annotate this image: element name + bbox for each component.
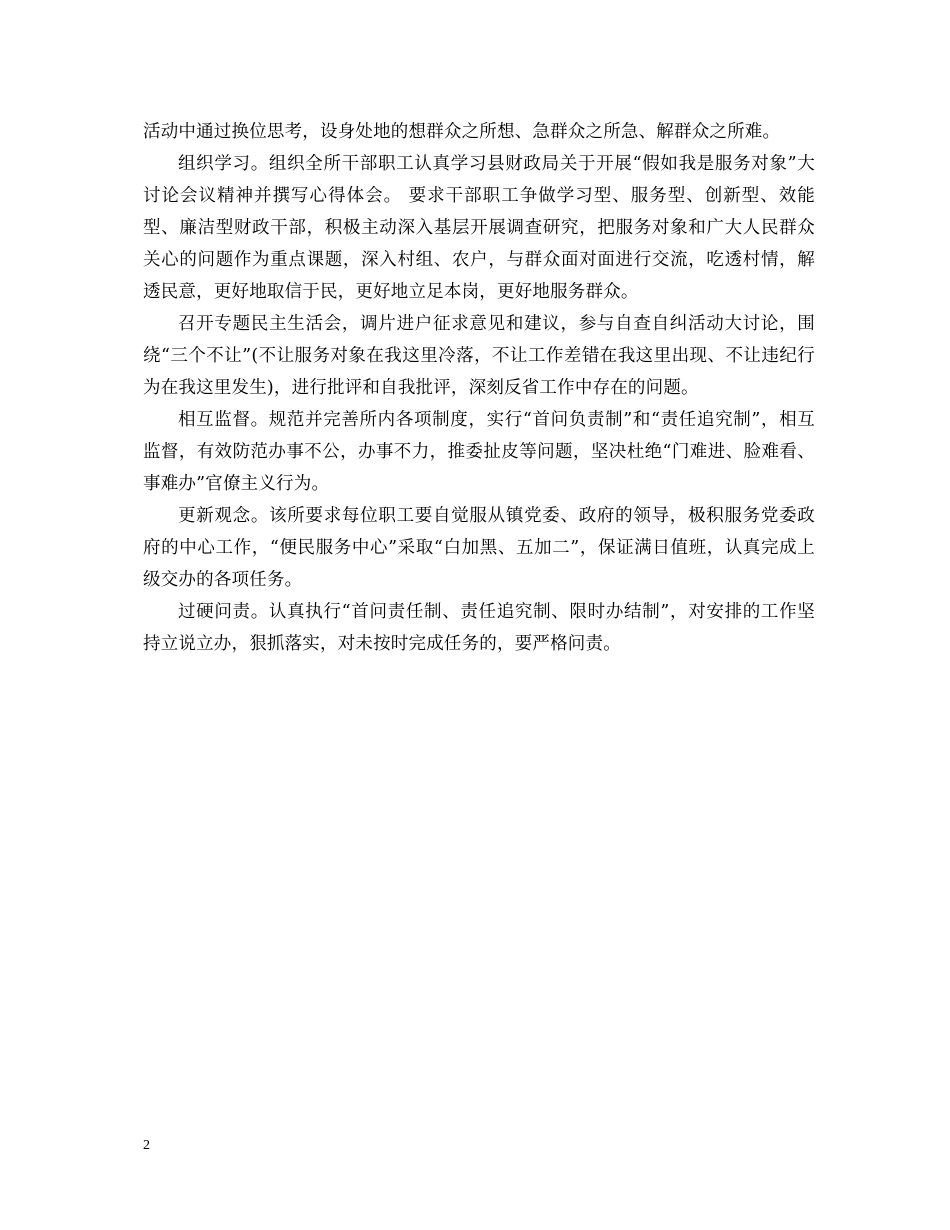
document-body: [143, 116, 815, 660]
paragraph-accountability: 过硬问责。认真执行“首问责任制、责任追究制、限时办结制”，对安排的工作坚持立说立办，狠抓落实，对未按时完成任务的，要严格问责。: [143, 602, 815, 654]
paragraph-continuation: 活动中通过换位思考，设身处地的想群众之所想、急群众之所急、解群众之所难。: [143, 122, 781, 142]
page-number: 2: [143, 1138, 150, 1153]
paragraph-mutual-supervision: 相互监督。规范并完善所内各项制度，实行“首问负责制”和“责任追究制”，相互监督，有效防范办事不公，办事不力，推委扯皮等问题，坚决杜绝“门难进、脸难看、事难办”官僚主义行为。: [143, 410, 815, 494]
paragraph-democratic-meeting: 召开专题民主生活会，调片进户征求意见和建议，参与自查自纠活动大讨论，围绕“三个不让”(不让服务对象在我这里冷落，不让工作差错在我这里出现、不让违纪行为在我这里发生)，进行批评和自我批评，深刻反省工作中存在的问题。: [143, 314, 815, 398]
paragraph-update-concepts: 更新观念。该所要求每位职工要自觉服从镇党委、政府的领导，极积服务党委政府的中心工作，“便民服务中心”采取“白加黑、五加二”，保证满日值班，认真完成上级交办的各项任务。: [143, 506, 815, 590]
paragraph-organize-study: 组织学习。组织全所干部职工认真学习县财政局关于开展“假如我是服务对象”大讨论会议精神并撰写心得体会。 要求干部职工争做学习型、服务型、创新型、效能型、廉洁型财政干部，积极主动深入基层开展调查研究，把服务对象和广大人民群众关心的问题作为重点课题，深入村组、农户，与群众面对面进行交流，吃透村情，解透民意，更好地取信于民，更好地立足本岗，更好地服务群众。: [143, 154, 815, 302]
